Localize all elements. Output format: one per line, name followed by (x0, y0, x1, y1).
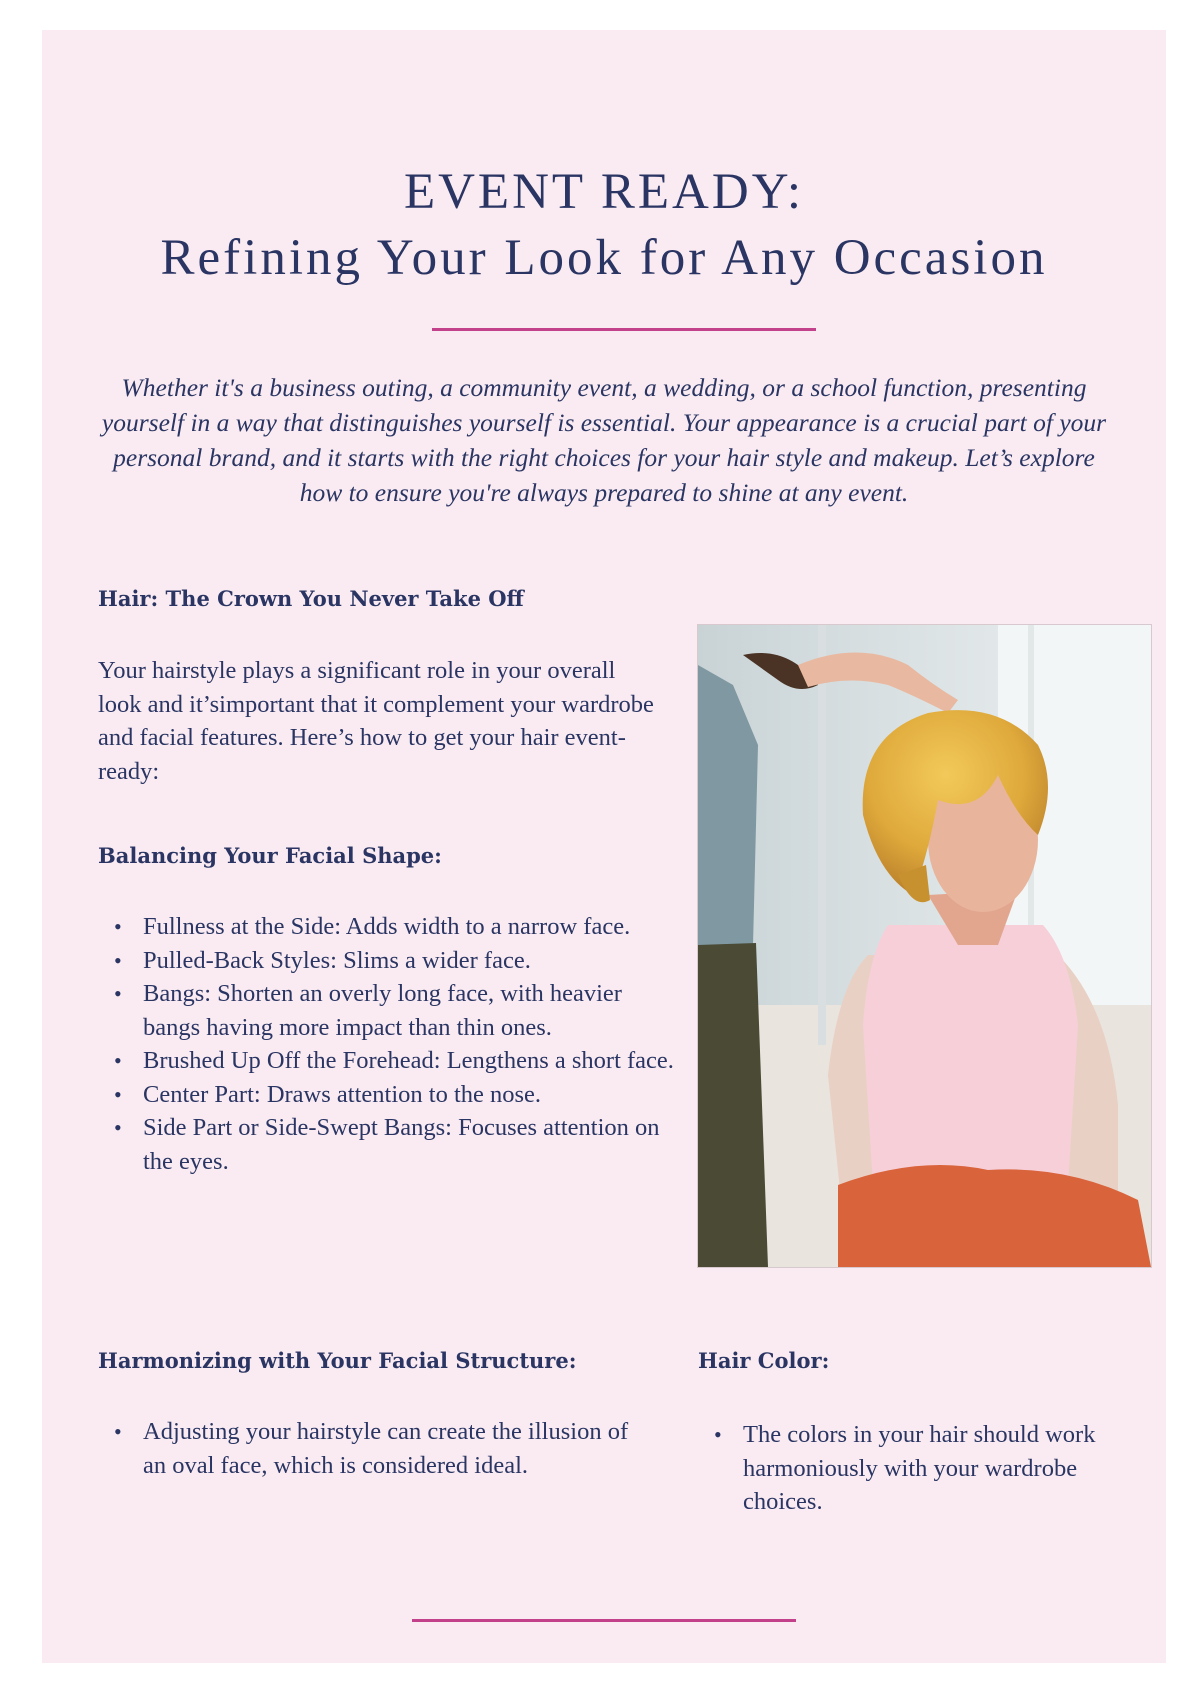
hair-color-heading: Hair Color: (698, 1348, 830, 1373)
intro-paragraph: Whether it's a business outing, a community event, a wedding, or a school function, presenting yourself in a way that distinguishes yourself is essential. Your appearance is a crucial part of your personal brand, and it starts with the right choices for your hair style and makeup. Let’s explore how to ensure you're always prepared to shine at any event. (101, 373, 1107, 507)
balancing-heading: Balancing Your Facial Shape: (98, 843, 442, 868)
hairstylist-photo (697, 624, 1152, 1268)
page (42, 30, 1166, 1663)
list-item: • The colors in your hair should work harmoniously with your wardrobe choices. (698, 1418, 1098, 1519)
hair-heading: Hair: The Crown You Never Take Off (98, 586, 524, 611)
list-item: • Adjusting your hairstyle can create the illusion of an oval face, which is considered ideal. (98, 1415, 638, 1482)
bottom-divider (412, 1619, 796, 1622)
list-item: • Brushed Up Off the Forehead: Lengthens a short face. (98, 1044, 678, 1078)
list-item: • Pulled-Back Styles: Slims a wider face. (98, 944, 678, 978)
photo-illustration (698, 625, 1151, 1267)
harmonizing-list (98, 1415, 638, 1482)
list-item: • Fullness at the Side: Adds width to a narrow face. (98, 910, 678, 944)
title-line-1: EVENT READY: (403, 164, 805, 220)
title-line-2: Refining Your Look for Any Occasion (160, 230, 1048, 286)
hair-color-list (698, 1418, 1098, 1519)
list-item: • Center Part: Draws attention to the nose. (98, 1078, 678, 1112)
balancing-list (98, 910, 678, 1178)
hair-paragraph: Your hairstyle plays a significant role in your overall look and it’simportant that it complement your wardrobe and facial features. Here’s how to get your hair event-ready: (98, 657, 654, 785)
list-item: • Side Part or Side-Swept Bangs: Focuses attention on the eyes. (98, 1111, 678, 1178)
list-item: • Bangs: Shorten an overly long face, with heavier bangs having more impact than thin ones. (98, 977, 678, 1044)
harmonizing-heading: Harmonizing with Your Facial Structure: (98, 1348, 577, 1373)
top-divider (432, 328, 816, 331)
